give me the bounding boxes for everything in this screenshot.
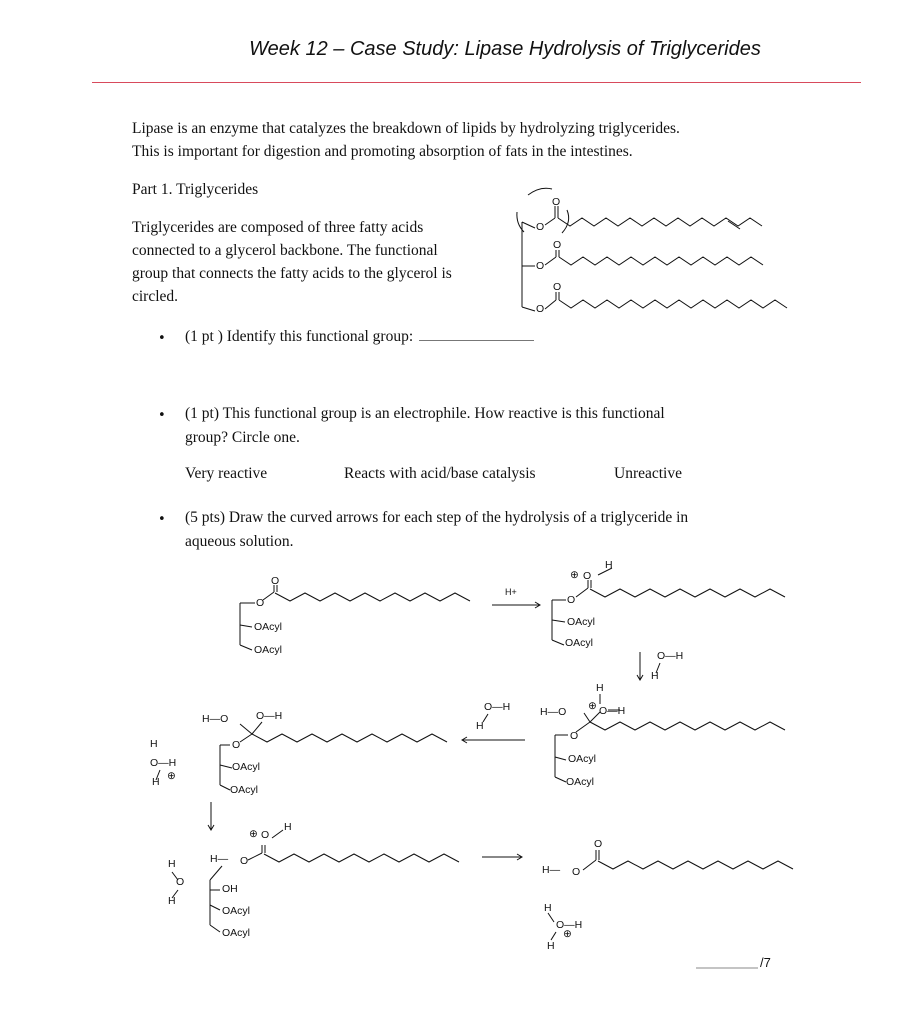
water-2-h: H	[476, 720, 484, 732]
s2-oacyl-2: OAcyl	[565, 637, 594, 649]
hydronium-1-o-h: O—H	[150, 757, 177, 769]
triglyceride-circle-arc-top	[528, 188, 552, 195]
s6-carbonyl-o: O	[594, 838, 603, 850]
part1-desc-line-4: circled.	[132, 288, 179, 305]
water-3-o: O	[176, 876, 185, 888]
intro-line-1: Lipase is an enzyme that catalyzes the breakdown of lipids by hydrolyzing triglycerides.	[132, 120, 680, 137]
question-3-line-2: aqueous solution.	[185, 533, 294, 550]
water-3-h-bottom: H	[168, 895, 176, 907]
s3-oxonium-charge: ⊕	[588, 700, 597, 712]
s3-h-o: H—O	[540, 706, 567, 718]
hydronium-2-charge: ⊕	[563, 928, 572, 940]
s4-ester-o: O	[232, 739, 241, 751]
s2-oacyl-1: OAcyl	[567, 616, 596, 628]
water-1-h: H	[651, 670, 659, 682]
s2-carbonyl-o: O	[583, 570, 592, 582]
s4-oacyl-2: OAcyl	[230, 784, 259, 796]
s1-ester-o: O	[256, 597, 265, 609]
s5-carbonyl-o: O	[261, 829, 270, 841]
hydronium-1-h-bottom: H	[152, 776, 160, 788]
s3-oacyl-1: OAcyl	[568, 753, 597, 765]
s5-oh: OH	[222, 883, 238, 895]
s2-oxonium-charge: ⊕	[570, 569, 579, 581]
score-label: /7	[760, 955, 771, 970]
s5-h: H	[284, 821, 292, 833]
s5-o: O	[240, 855, 249, 867]
s6-o: O	[572, 866, 581, 878]
choice-acid-base[interactable]: Reacts with acid/base catalysis	[344, 465, 536, 482]
s5-oacyl-2: OAcyl	[222, 927, 251, 939]
tg-o-2: O	[536, 260, 545, 272]
question-3-line-1: (5 pts) Draw the curved arrows for each step of the hydrolysis of a triglyceride in	[185, 509, 689, 526]
question-2-line-1: (1 pt) This functional group is an electrophile. How reactive is this functional	[185, 405, 665, 422]
s5-oxonium-charge: ⊕	[249, 828, 258, 840]
choice-very-reactive[interactable]: Very reactive	[185, 465, 268, 482]
tg-carbonyl-o-3: O	[553, 281, 562, 293]
s4-h-o: H—O	[202, 713, 229, 725]
s1-oacyl-1: OAcyl	[254, 621, 283, 633]
s2-h: H	[605, 559, 613, 571]
h-plus-label: H+	[505, 587, 517, 597]
water-3-h-top: H	[168, 858, 176, 870]
structure-4	[156, 722, 447, 790]
tg-carbonyl-o-1: O	[552, 196, 561, 208]
question-1-text: (1 pt ) Identify this functional group:	[185, 328, 414, 345]
water-1-o-h: O—H	[657, 650, 684, 662]
s1-oacyl-2: OAcyl	[254, 644, 283, 656]
s5-oacyl-1: OAcyl	[222, 905, 251, 917]
hydronium-2-h-bottom: H	[547, 940, 555, 952]
structure-5	[172, 830, 459, 932]
s5-h-dash: H—	[210, 853, 229, 865]
hydronium-1-h-top: H	[150, 738, 158, 750]
s3-h-top: H	[596, 682, 604, 694]
s4-oacyl-1: OAcyl	[232, 761, 261, 773]
hydronium-1-charge: ⊕	[167, 770, 176, 782]
s3-oacyl-2: OAcyl	[566, 776, 595, 788]
structure-1	[240, 585, 470, 650]
s2-ester-o: O	[567, 594, 576, 606]
part1-desc-line-1: Triglycerides are composed of three fatty acids	[132, 219, 424, 236]
bullet-q3: •	[158, 512, 166, 527]
structure-6	[548, 850, 793, 940]
part1-heading: Part 1. Triglycerides	[132, 181, 259, 198]
tg-carbonyl-o-2: O	[553, 239, 562, 251]
water-2-o-h: O—H	[484, 701, 511, 713]
s6-h-dash: H—	[542, 864, 561, 876]
intro-line-2: This is important for digestion and promoting absorption of fats in the intestines.	[132, 143, 633, 160]
part1-desc-line-3: group that connects the fatty acids to the glycerol is	[132, 265, 452, 282]
s3-o-h: O—H	[599, 705, 626, 717]
s3-ester-o: O	[570, 730, 579, 742]
tg-o-1: O	[536, 221, 545, 233]
bullet-q1: •	[158, 331, 166, 346]
bullet-q2: •	[158, 408, 166, 423]
tg-o-3: O	[536, 303, 545, 315]
question-2-line-2: group? Circle one.	[185, 429, 300, 446]
hydronium-2-o-h: O—H	[556, 919, 583, 931]
hydronium-2-h-top: H	[544, 902, 552, 914]
s1-carbonyl-o: O	[271, 575, 280, 587]
page-title: Week 12 – Case Study: Lipase Hydrolysis of Triglycerides	[249, 38, 761, 60]
choice-unreactive[interactable]: Unreactive	[614, 465, 682, 482]
s4-o-h: O—H	[256, 710, 283, 722]
part1-desc-line-2: connected to a glycerol backbone. The functional	[132, 242, 438, 259]
